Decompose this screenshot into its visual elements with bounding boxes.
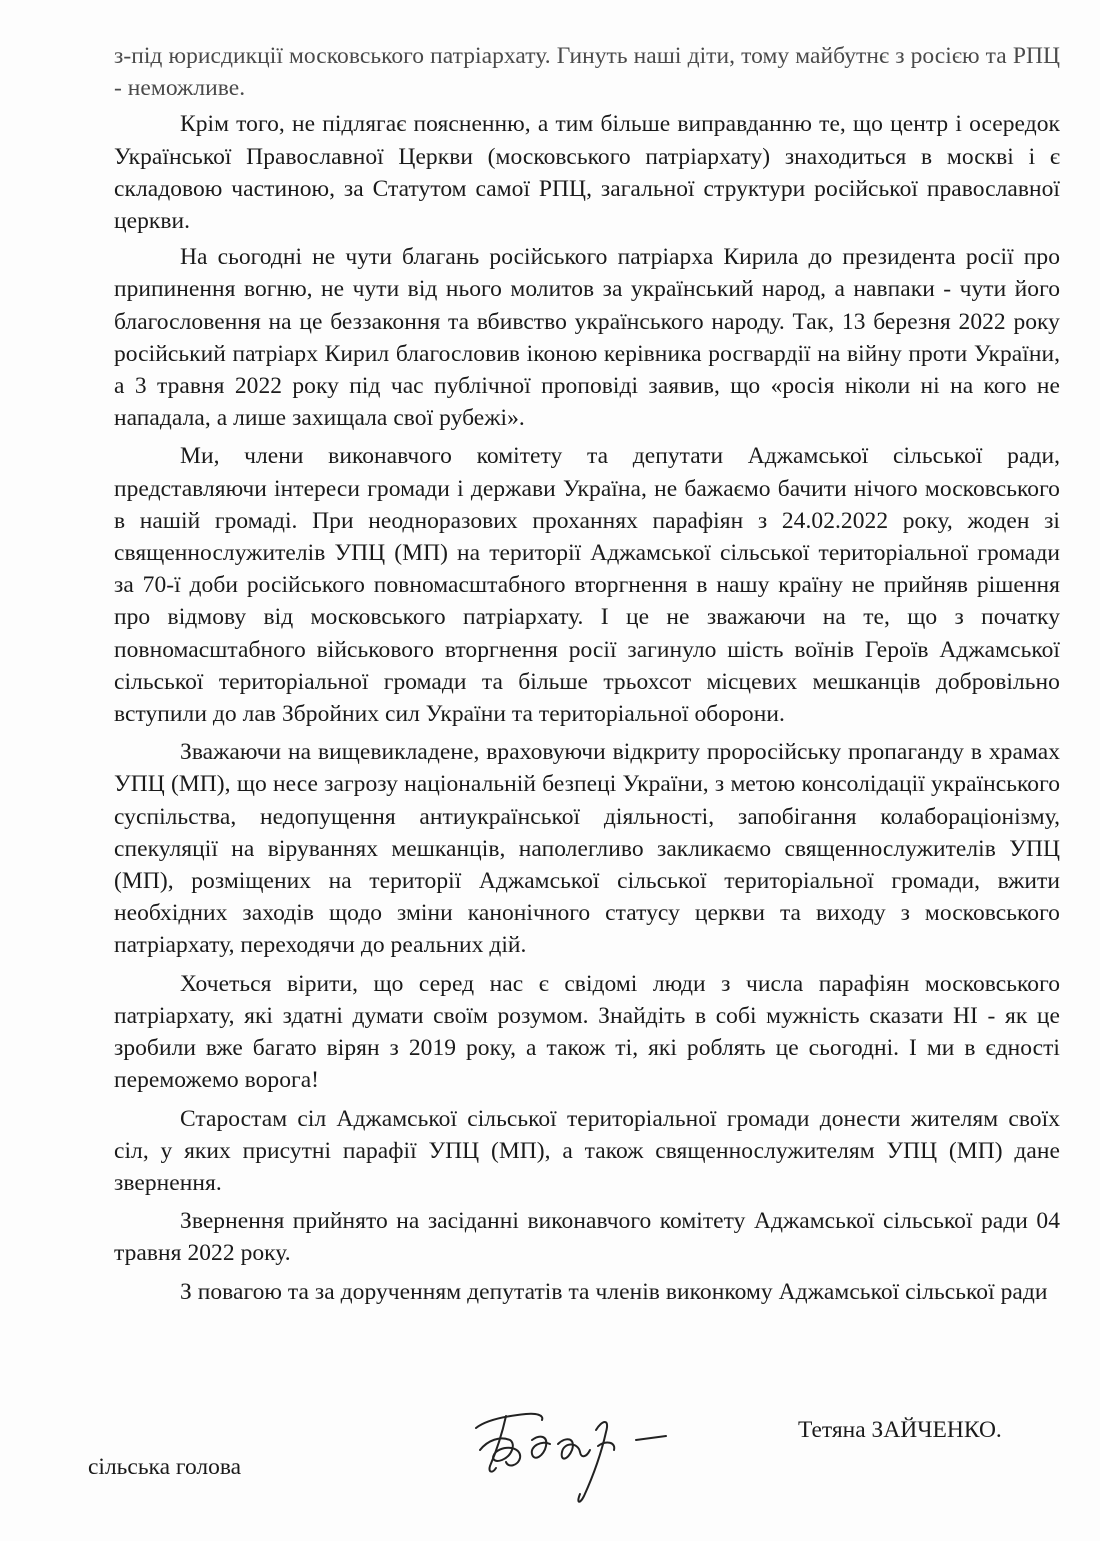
signatory-name: Тетяна ЗАЙЧЕНКО.	[798, 1417, 1002, 1443]
paragraph-adoption: Звернення прийнято на засіданні виконавчого комітету Аджамської сільської ради 04 травня 2022 року.	[114, 1208, 1060, 1267]
paragraph-patriarch-kirill: На сьогодні не чути благань російського патріарха Кирила до президента росії про припинення вогню, не чути від нього молитов за український народ, а навпаки - чути його благословення на це беззаконня та вбивство українського народу. Так, 13 березня 2022 року російський патріарх Кирил благословив іконою керівника росгвардії на війну проти України, а 3 травня 2022 року під час публічної проповіді заявив, що «росія ніколи ні на кого не нападала, а лише захищала свої рубежі».	[114, 244, 1060, 432]
paragraph-appeal: Зважаючи на вищевикладене, враховуючи відкриту проросійську пропаганду в храмах УПЦ (МП), що несе загрозу національній безпеці України, з метою консолідації українського суспільства, недопущення антиукраїнської діяльності, запобігання колабораціонізму, спекуляції на віруваннях мешканців, наполегливо закликаємо священнослужителів УПЦ (МП), розміщених на території Аджамської сільської територіальної громади, вжити необхідних заходів щодо зміни канонічного статусу церкви та виходу з московського патріархату, переходячи до реальних дій.	[114, 739, 1060, 959]
paragraph-continuation: з-під юрисдикції московського патріархату. Гинуть наші діти, тому майбутнє з росією та РПЦ - неможливе.	[114, 43, 1060, 102]
signature-block	[0, 1400, 1100, 1520]
paragraph-upc-center: Крім того, не підлягає поясненню, а тим більше виправданню те, що центр і осередок Української Православної Церкви (московського патріархату) знаходиться в москві і є складовою частиною, за Статутом самої РПЦ, загальної структури російської православної церкви.	[114, 111, 1060, 235]
paragraph-hope: Хочеться вірити, що серед нас є свідомі люди з числа парафіян московського патріархату, які здатні думати своїм розумом. Знайдіть в собі мужність сказати НІ - як це зробили вже багато вірян з 2019 року, а також ті, які роблять це сьогодні. І ми в єдності переможемо ворога!	[114, 970, 1060, 1094]
paragraph-closing: З повагою та за дорученням депутатів та членів виконкому Аджамської сільської ради	[180, 1278, 1048, 1305]
paragraph-village-heads: Старостам сіл Аджамської сільської територіальної громади донести жителям своїх сіл, у яких присутні парафії УПЦ (МП), а також священнослужителям УПЦ (МП) дане звернення.	[114, 1105, 1060, 1196]
signatory-role: сільська голова	[88, 1454, 242, 1480]
handwritten-signature	[466, 1400, 696, 1512]
letter-body	[114, 40, 1060, 1308]
paragraph-council-statement: Ми, члени виконавчого комітету та депутати Аджамської сільської ради, представляючи інтереси громади і держави Україна, не бажаємо бачити нічого московського в нашій громаді. При неодноразових проханнях парафіян з 24.02.2022 року, жоден зі священнослужителів УПЦ (МП) на території Аджамської сільської територіальної громади за 70-ї доби російського повномасштабного вторгнення в нашу країну не прийняв рішення про відмову від московського патріархату. І це не зважаючи на те, що з початку повномасштабного військового вторгнення росії загинуло шість воїнів Героїв Аджамської сільської територіальної громади та більше трьохсот місцевих мешканців добровільно вступили до лав Збройних сил України та територіальної оборони.	[114, 443, 1060, 728]
